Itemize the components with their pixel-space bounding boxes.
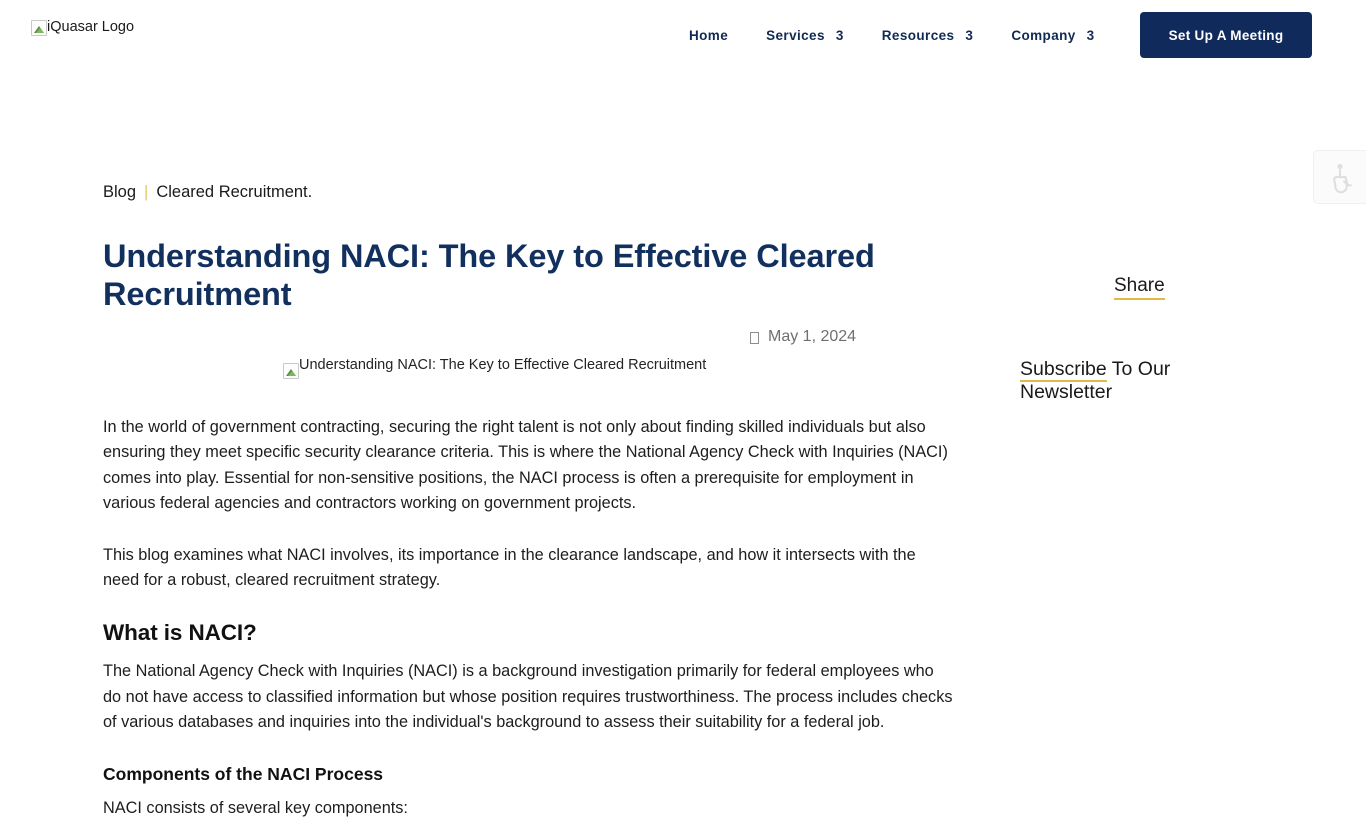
nav-item-company[interactable] [992,28,1113,43]
hero-image [283,357,707,385]
breadcrumb [103,183,312,202]
breadcrumb-separator: | [144,183,149,201]
accessibility-wheelchair-icon [1325,162,1355,192]
hero-image-alt-text: Understanding NACI: The Key to Effective Cleared Recruitment [299,357,707,373]
set-up-a-meeting-button[interactable]: Set Up A Meeting [1140,12,1312,58]
article-paragraph: This blog examines what NACI involves, its importance in the clearance landscape, and how it intersects with the need for a robust, cleared recruitment strategy. [103,545,916,590]
article-heading: What is NACI? [103,620,257,646]
nav-item-label: Company [1011,27,1076,43]
share-block [1020,275,1320,300]
post-date-label: May 1, 2024 [768,328,857,345]
article-subheading: Components of the NACI Process [103,763,384,784]
logo-alt-text: iQuasar Logo [47,19,135,35]
post-sidebar [1020,275,1320,403]
newsletter-block [1020,358,1225,403]
nav-item-services[interactable] [747,28,863,43]
page-title: Understanding NACI: The Key to Effective Cleared Recruitment [103,238,875,312]
nav-item-home[interactable] [670,28,747,43]
newsletter-label: To Our Newsletter [1020,358,1171,403]
calendar-icon [750,332,759,344]
article-paragraph: NACI consists of several key components: [103,798,408,817]
chevron-down-icon: 3 [835,27,844,43]
article-paragraph: The National Agency Check with Inquiries (NACI) is a background investigation primarily for federal employees who do not have access to classified information but whose position requires trustworthiness. The process includes checks of various databases and inquiries into the individual's background to assess their suitability for a federal job. [103,662,953,732]
site-header [0,0,1366,70]
chevron-down-icon: 3 [965,27,974,43]
nav-item-label: Resources [881,27,955,43]
share-button[interactable]: Share [1114,275,1165,300]
accessibility-widget-button[interactable] [1313,150,1366,204]
nav-item-label: Services [766,27,825,43]
nav-item-resources[interactable] [863,28,993,43]
article-paragraph: In the world of government contracting, securing the right talent is not only about finding skilled individuals but also ensuring they meet specific security clearance criteria. This is where the National Agency Check with Inquiries (NACI) comes into play. Essential for non-sensitive positions, the NACI process is often a prerequisite for employment in various federal agencies and contractors working on government projects. [103,418,948,513]
broken-image-icon [283,363,299,379]
breadcrumb-current: Cleared Recruitment. [156,183,313,201]
subscribe-link[interactable]: Subscribe [1020,358,1107,380]
site-logo[interactable] [31,19,134,36]
article-content [103,415,953,829]
main-navigation [670,0,1114,70]
breadcrumb-parent-link[interactable]: Blog [103,183,137,201]
chevron-down-icon: 3 [1086,27,1095,43]
nav-item-label: Home [689,27,729,43]
broken-image-icon [31,20,47,36]
post-date [750,328,856,346]
